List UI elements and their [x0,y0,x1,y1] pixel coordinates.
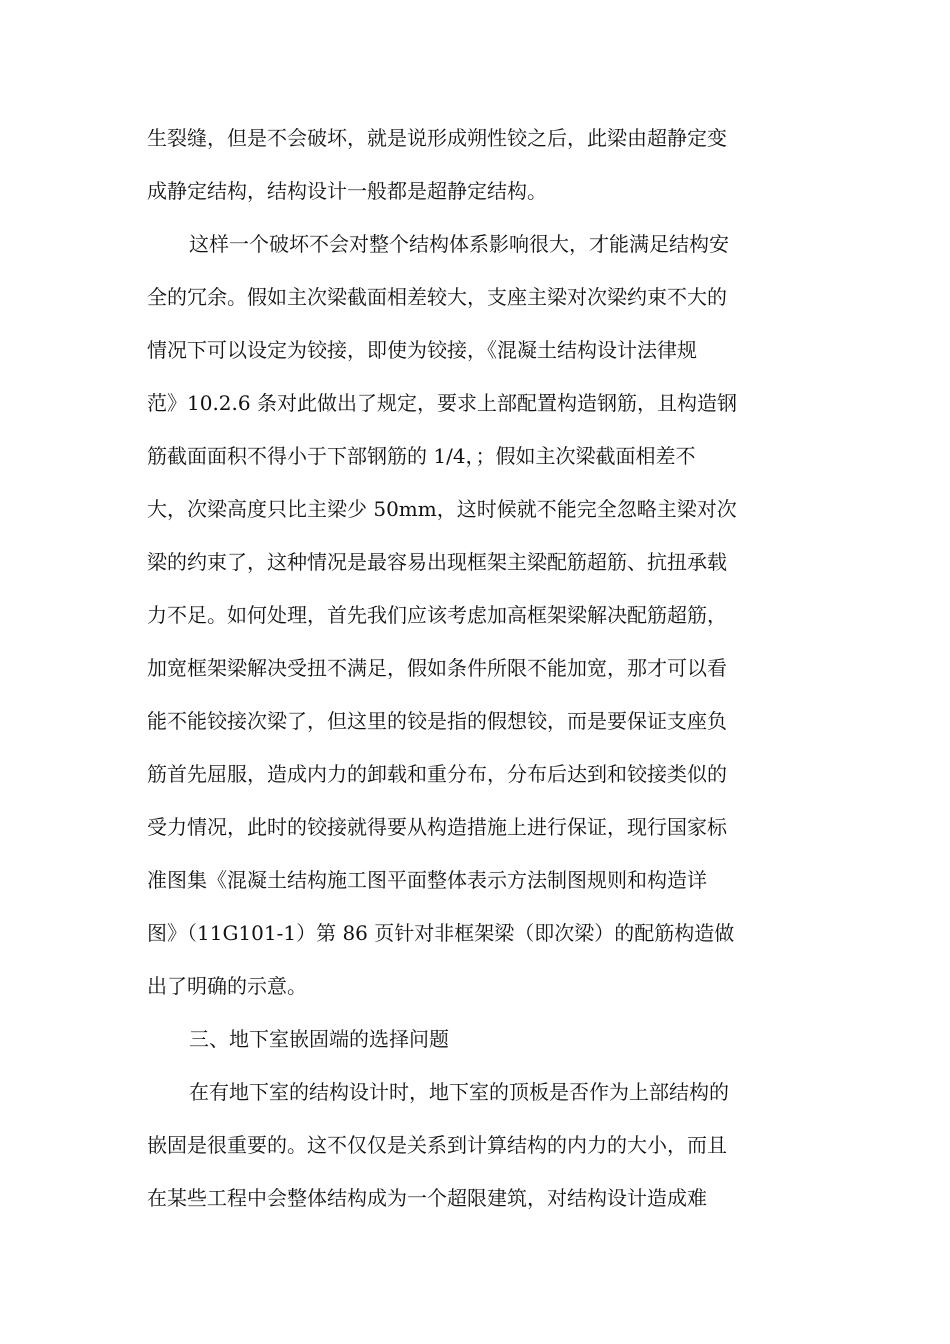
text-line: 准图集《混凝土结构施工图平面整体表示方法制图规则和构造详 [147,868,707,892]
text-line: 出了明确的示意。 [147,974,307,998]
text-line: 受力情况，此时的铰接就得要从构造措施上进行保证，现行国家标 [147,815,727,839]
section-heading: 三、地下室嵌固端的选择问题 [189,1027,449,1051]
text-line: 筋首先屈服，造成内力的卸载和重分布，分布后达到和铰接类似的 [147,762,727,786]
body-text [147,112,807,1225]
text-line: 梁的约束了，这种情况是最容易出现框架主梁配筋超筋、抗扭承载 [147,550,727,574]
text-line: 生裂缝，但是不会破坏，就是说形成朔性铰之后，此梁由超静定变 [147,126,727,150]
text-line: 大，次梁高度只比主梁少 50mm，这时候就不能完全忽略主梁对次 [147,497,737,521]
text-line: 在某些工程中会整体结构成为一个超限建筑，对结构设计造成难 [147,1186,707,1210]
text-line: 情况下可以设定为铰接，即使为铰接，《混凝土结构设计法律规 [147,338,697,362]
text-line: 力不足。如何处理，首先我们应该考虑加高框架梁解决配筋超筋， [147,603,727,627]
text-line: 成静定结构，结构设计一般都是超静定结构。 [147,179,547,203]
paragraph-start-line: 在有地下室的结构设计时，地下室的顶板是否作为上部结构的 [189,1080,729,1104]
text-line: 能不能铰接次梁了，但这里的铰是指的假想铰，而是要保证支座负 [147,709,727,733]
paragraph-start-line: 这样一个破坏不会对整个结构体系影响很大，才能满足结构安 [189,232,729,256]
text-line: 嵌固是很重要的。这不仅仅是关系到计算结构的内力的大小，而且 [147,1133,727,1157]
text-line: 筋截面面积不得小于下部钢筋的 1/4，；假如主次梁截面相差不 [147,444,696,468]
text-line: 加宽框架梁解决受扭不满足，假如条件所限不能加宽，那才可以看 [147,656,727,680]
text-line: 图》（11G101-1）第 86 页针对非框架梁（即次梁）的配筋构造做 [147,921,735,945]
text-line: 全的冗余。假如主次梁截面相差较大，支座主梁对次梁约束不大的 [147,285,727,309]
text-line: 范》10.2.6 条对此做出了规定，要求上部配置构造钢筋，且构造钢 [147,391,737,415]
